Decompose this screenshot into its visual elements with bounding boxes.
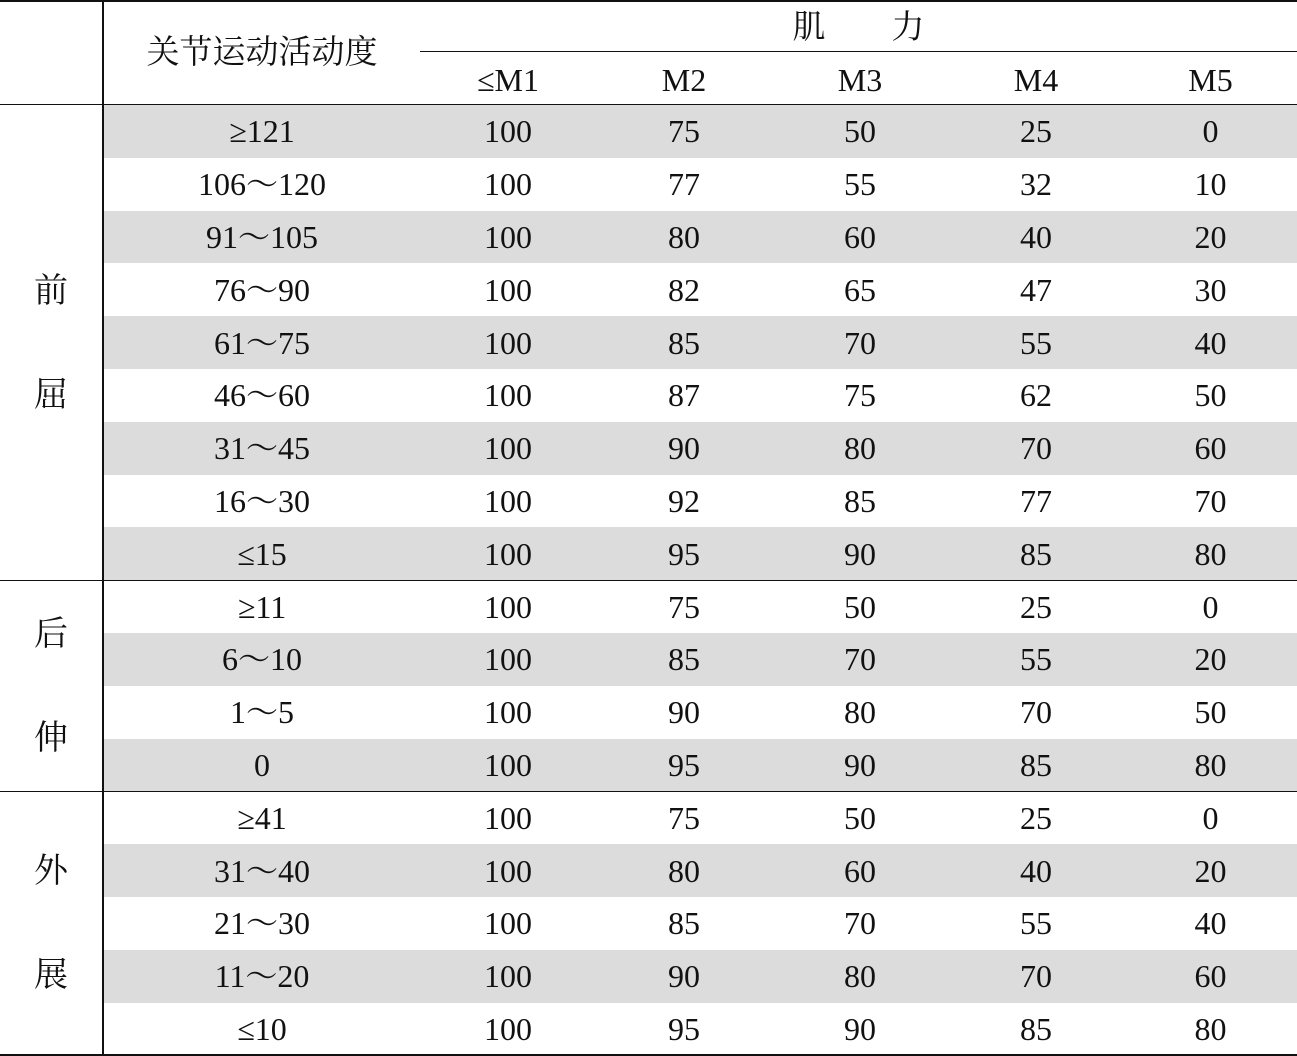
range-cell: ≥121 (229, 113, 295, 150)
table-row (104, 527, 1297, 580)
group-label (0, 105, 102, 580)
table-row (104, 844, 1297, 897)
score-cell: 0 (1202, 799, 1219, 836)
table-row (104, 897, 1297, 950)
score-cell: 25 (1020, 799, 1052, 836)
score-cell: 77 (1020, 482, 1052, 519)
header-rule (0, 104, 1297, 105)
score-cell: 80 (1194, 746, 1227, 783)
score-cell: 20 (1194, 641, 1227, 678)
score-cell: 75 (668, 113, 700, 150)
strength-header: 肌 力 (792, 6, 925, 46)
score-cell: 0 (1202, 588, 1219, 625)
table-row (104, 211, 1297, 264)
score-cell: 100 (484, 746, 532, 783)
score-cell: 75 (668, 799, 700, 836)
range-cell: ≥41 (237, 799, 287, 836)
range-cell: 31～45 (213, 430, 310, 467)
score-cell: 50 (1194, 377, 1227, 414)
score-cell: 70 (1020, 430, 1052, 467)
score-cell: 85 (1020, 1010, 1052, 1047)
group-label-char: 屈 (34, 374, 68, 415)
strength-subrule (420, 51, 1297, 52)
score-cell: 20 (1194, 218, 1227, 255)
score-cell: 90 (844, 1010, 876, 1047)
score-cell: 100 (484, 113, 532, 150)
score-cell: 77 (668, 166, 700, 203)
table-row (104, 1003, 1297, 1056)
group-label (0, 791, 102, 1055)
score-cell: 20 (1194, 852, 1227, 889)
score-cell: 100 (484, 694, 532, 731)
score-cell: 70 (844, 905, 876, 942)
score-cell: 100 (484, 535, 532, 572)
table-row (104, 686, 1297, 739)
score-cell: 100 (484, 905, 532, 942)
score-cell: 90 (668, 430, 700, 467)
score-cell: 25 (1020, 113, 1052, 150)
score-cell: 40 (1194, 324, 1227, 361)
grade-header-m3: M3 (837, 62, 883, 98)
score-cell: 100 (484, 218, 532, 255)
grade-header-m5: M5 (1188, 62, 1233, 98)
group-rule (0, 580, 1297, 581)
score-cell: 80 (844, 430, 876, 467)
range-cell: 31～40 (213, 852, 310, 889)
score-cell: 70 (844, 324, 876, 361)
score-cell: 80 (844, 958, 876, 995)
score-cell: 55 (1020, 324, 1052, 361)
table-row (104, 739, 1297, 792)
group-rule (0, 791, 1297, 792)
score-cell: 100 (484, 324, 532, 361)
score-cell: 70 (1020, 694, 1052, 731)
score-cell: 85 (668, 324, 700, 361)
group-label (0, 580, 102, 791)
score-cell: 87 (668, 377, 700, 414)
table-row (104, 950, 1297, 1003)
table-row (104, 105, 1297, 158)
group-label-char: 前 (34, 270, 68, 311)
table-row (104, 316, 1297, 369)
range-cell: 1～5 (229, 694, 294, 731)
score-cell: 60 (1194, 430, 1227, 467)
score-cell: 90 (844, 535, 876, 572)
range-cell: 11～20 (214, 958, 310, 995)
score-cell: 50 (844, 588, 876, 625)
score-cell: 70 (1194, 482, 1227, 519)
score-cell: 50 (844, 113, 876, 150)
score-cell: 40 (1020, 218, 1052, 255)
range-cell: 106～120 (197, 166, 326, 203)
score-cell: 25 (1020, 588, 1052, 625)
top-rule (0, 0, 1297, 2)
score-cell: 95 (668, 1010, 700, 1047)
score-cell: 55 (844, 166, 876, 203)
score-cell: 40 (1020, 852, 1052, 889)
range-cell: 6～10 (221, 641, 302, 678)
range-cell: ≤15 (237, 535, 287, 572)
score-cell: 10 (1194, 166, 1227, 203)
score-cell: 50 (844, 799, 876, 836)
table-row (104, 475, 1297, 528)
table-row (104, 580, 1297, 633)
range-cell: ≤10 (237, 1010, 287, 1047)
score-cell: 100 (484, 482, 532, 519)
score-cell: 75 (668, 588, 700, 625)
score-cell: 62 (1020, 377, 1052, 414)
score-cell: 100 (484, 430, 532, 467)
score-cell: 75 (844, 377, 876, 414)
score-cell: 60 (844, 218, 876, 255)
grade-header-m4: M4 (1013, 62, 1059, 98)
score-cell: 60 (844, 852, 876, 889)
score-cell: 85 (668, 641, 700, 678)
rom-header: 关节运动活动度 (146, 31, 378, 71)
score-cell: 85 (1020, 746, 1052, 783)
score-cell: 85 (1020, 535, 1052, 572)
table-row (104, 633, 1297, 686)
score-cell: 0 (1202, 113, 1219, 150)
score-cell: 90 (668, 958, 700, 995)
score-cell: 100 (484, 641, 532, 678)
group-divider (102, 0, 104, 1056)
table-row (104, 158, 1297, 211)
score-cell: 40 (1194, 905, 1227, 942)
score-cell: 82 (668, 271, 700, 308)
table-row (104, 422, 1297, 475)
score-cell: 95 (668, 535, 700, 572)
score-cell: 95 (668, 746, 700, 783)
score-cell: 100 (484, 166, 532, 203)
grade-header-m1: ≤M1 (476, 62, 539, 98)
range-cell: 21～30 (213, 905, 310, 942)
group-label-char: 外 (34, 851, 68, 892)
score-cell: 90 (844, 746, 876, 783)
score-cell: 100 (484, 1010, 532, 1047)
score-cell: 80 (668, 852, 700, 889)
score-cell: 80 (1194, 1010, 1227, 1047)
group-label-char: 伸 (34, 717, 68, 758)
range-cell: 76～90 (213, 271, 310, 308)
score-cell: 100 (484, 271, 532, 308)
range-cell: 16～30 (213, 482, 310, 519)
score-cell: 100 (484, 958, 532, 995)
group-label-char: 展 (34, 955, 68, 996)
range-cell: ≥11 (237, 588, 287, 625)
score-cell: 80 (844, 694, 876, 731)
range-cell: 46～60 (213, 377, 310, 414)
score-cell: 90 (668, 694, 700, 731)
range-cell: 0 (254, 746, 270, 783)
table-row (104, 263, 1297, 316)
score-cell: 47 (1020, 271, 1052, 308)
score-cell: 55 (1020, 905, 1052, 942)
table-row (104, 791, 1297, 844)
score-cell: 32 (1020, 166, 1052, 203)
score-cell: 100 (484, 799, 532, 836)
score-cell: 60 (1194, 958, 1227, 995)
score-cell: 100 (484, 588, 532, 625)
group-label-char: 后 (34, 613, 68, 654)
score-cell: 92 (668, 482, 700, 519)
score-cell: 80 (1194, 535, 1227, 572)
range-cell: 91～105 (205, 218, 318, 255)
score-cell: 50 (1194, 694, 1227, 731)
score-cell: 30 (1194, 271, 1227, 308)
grade-header-m2: M2 (661, 62, 707, 98)
score-cell: 85 (668, 905, 700, 942)
score-cell: 100 (484, 852, 532, 889)
score-cell: 80 (668, 218, 700, 255)
score-cell: 100 (484, 377, 532, 414)
score-cell: 70 (844, 641, 876, 678)
score-cell: 70 (1020, 958, 1052, 995)
range-cell: 61～75 (213, 324, 310, 361)
table-row (104, 369, 1297, 422)
score-cell: 65 (844, 271, 876, 308)
score-cell: 85 (844, 482, 876, 519)
score-cell: 55 (1020, 641, 1052, 678)
